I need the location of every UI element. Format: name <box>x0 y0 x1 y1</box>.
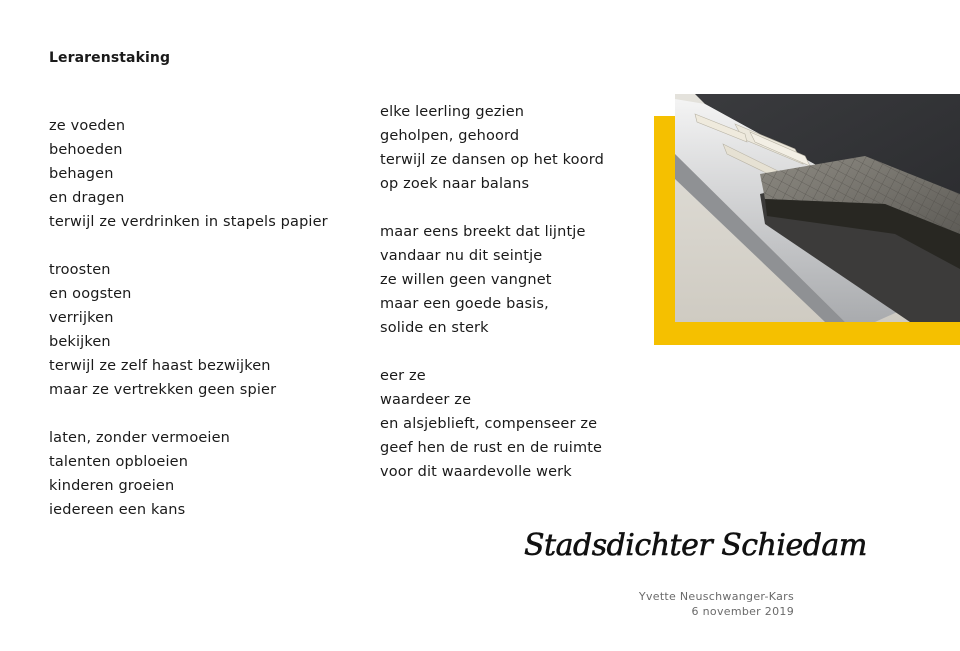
poem-line: en oogsten <box>49 286 132 302</box>
poem-line: verrijken <box>49 310 114 326</box>
photo-frame <box>654 94 960 345</box>
poem-line: talenten opbloeien <box>49 454 189 470</box>
poem-line: terwijl ze verdrinken in stapels papier <box>49 214 328 230</box>
stanza-gap <box>49 402 328 426</box>
poem-line: terwijl ze dansen op het koord <box>380 152 604 168</box>
poem-line: eer ze <box>380 368 426 384</box>
chalkboard-eraser-photo <box>675 94 960 322</box>
poem-title: Lerarenstaking <box>49 50 171 66</box>
poem-line: maar ze vertrekken geen spier <box>49 382 277 398</box>
poem-column-left <box>49 114 328 522</box>
poem-line: maar eens breekt dat lijntje <box>380 224 586 240</box>
poem-line: en alsjeblieft, compenseer ze <box>380 416 598 432</box>
poem-line: elke leerling gezien <box>380 104 525 120</box>
stanza-gap <box>49 234 328 258</box>
poem-line: voor dit waardevolle werk <box>380 464 572 480</box>
poem-line: en dragen <box>49 190 125 206</box>
poem-line: ze voeden <box>49 118 126 134</box>
author-date: 6 november 2019 <box>691 605 794 618</box>
poem-line: kinderen groeien <box>49 478 175 494</box>
poem-line: laten, zonder vermoeien <box>49 430 231 446</box>
poem-column-right <box>380 100 604 484</box>
author-block <box>639 589 794 619</box>
signature-logo <box>520 515 867 575</box>
author-name: Yvette Neuschwanger-Kars <box>638 590 794 603</box>
poem-line: terwijl ze zelf haast bezwijken <box>49 358 271 374</box>
poem-line: ze willen geen vangnet <box>380 272 552 288</box>
poem-line: solide en sterk <box>380 320 489 336</box>
stanza-gap <box>380 196 604 220</box>
poem-line: maar een goede basis, <box>380 296 549 312</box>
poem-line: geholpen, gehoord <box>380 128 520 144</box>
poem-line: geef hen de rust en de ruimte <box>380 440 603 456</box>
poem-line: vandaar nu dit seintje <box>380 248 543 264</box>
poem-line: behagen <box>49 166 114 182</box>
poem-line: bekijken <box>49 334 111 350</box>
poem-line: op zoek naar balans <box>380 176 530 192</box>
poem-line: waardeer ze <box>380 392 472 408</box>
poem-line: troosten <box>49 262 111 278</box>
poem-line: behoeden <box>49 142 123 158</box>
signature-text: Stadsdichter Schiedam <box>524 528 867 563</box>
stanza-gap <box>380 340 604 364</box>
poem-line: iedereen een kans <box>49 502 186 518</box>
